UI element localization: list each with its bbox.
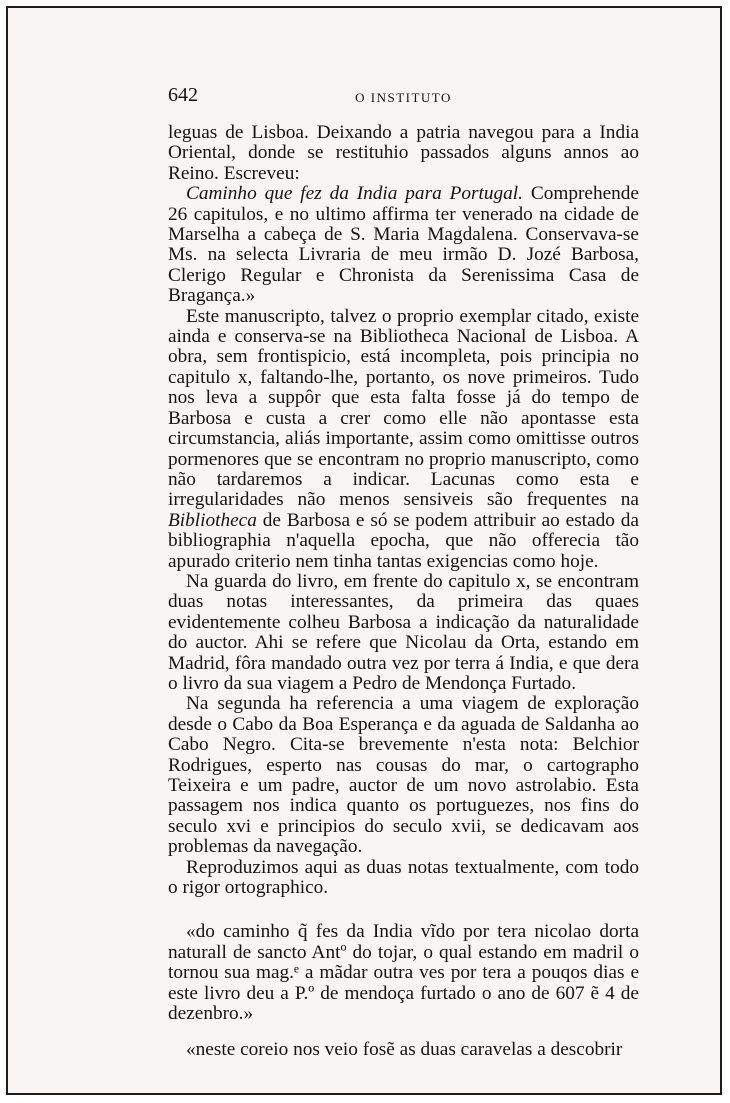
bibliotheca-italic: Bibliotheca (168, 509, 257, 531)
page-number: 642 (168, 84, 198, 106)
paragraph-text: Comprehende 26 capitulos, e no ultimo affirma ter venerado na cidade de Marselha a cabeça de S. Maria Magdalena. Conservava-se Ms. na selecta Livraria de meu irmão D. Jozé Barbosa, Clerigo Regular e Chronista da Serenissima Casa de Bragança.» (168, 183, 639, 307)
paragraph: Reproduzimos aqui as duas notas textualmente, com todo o rigor ortographico. (168, 856, 639, 899)
quoted-note: «do caminho q̃ fes da India vĩdo por tera nicolao dorta naturall de sancto Antº do tojar, o qual estando em madril o tornou sua mag.ᵉ a mãdar outra ves por tera a pouqos dias e este livro deu a P.º de mendoça furtado o ano de 607 ẽ 4 de dezenbro.» (168, 921, 639, 1025)
paragraph: Na segunda ha referencia a uma viagem de exploração desde o Cabo da Boa Esperança e da aguada de Saldanha ao Cabo Negro. Cita-se brevemente n'esta nota: Belchior Rodrigues, esperto nas cousas do mar, o cartographo Teixeira e um padre, auctor de um novo astrolabio. Esta passagem nos indica quanto os portuguezes, nos fins do seculo xvi e principios do seculo xvii, se dedicavam aos problemas da navegação. (168, 693, 639, 858)
paragraph (168, 184, 639, 306)
spacer (168, 1024, 639, 1040)
spacer (168, 898, 639, 922)
book-title-italic: Caminho que fez da India para Portugal. (186, 183, 523, 205)
paragraph (168, 307, 639, 572)
running-title: O INSTITUTO (355, 90, 452, 105)
paragraph-text: de Barbosa e só se podem attribuir ao estado da bibliographia n'aquella epocha, que não offerecia tão apurado criterio nem tinha tantas exigencias como hoje. (168, 509, 639, 572)
page-frame (6, 6, 722, 1095)
paragraph: Na guarda do livro, em frente do capitulo x, se encontram duas notas interessantes, da primeira das quaes evidentemente colheu Barbosa a indicação da naturalidade do auctor. Ahi se refere que Nicolau da Orta, estando em Madrid, fôra mandado outra vez por terra á India, e que dera o livro da sua viagem a Pedro de Mendonça Furtado. (168, 570, 639, 694)
paragraph-text: Este manuscripto, talvez o proprio exemplar citado, existe ainda e conserva-se na Bibliotheca Nacional de Lisboa. A obra, sem frontispicio, está incompleta, pois principia no capitulo x, faltando-lhe, portanto, os nove primeiros. Tudo nos leva a suppôr que esta falta fosse já do tempo de Barbosa e custa a crer como elle não apontasse esta circumstancia, aliás importante, assim como omittisse outros pormenores que se encontram no proprio manuscripto, como não tardaremos a indicar. Lacunas como esta e irregularidades não menos sensiveis são frequentes na (168, 305, 639, 511)
quoted-note: «neste coreio nos veio fosẽ as duas caravelas a descobrir (186, 1039, 623, 1061)
page-header (168, 78, 639, 106)
paragraph: leguas de Lisboa. Deixando a patria navegou para a India Oriental, donde se restituhio passados alguns annos ao Reino. Escreveu: (168, 122, 639, 184)
body-text (168, 123, 639, 1061)
book-page (168, 78, 639, 1061)
